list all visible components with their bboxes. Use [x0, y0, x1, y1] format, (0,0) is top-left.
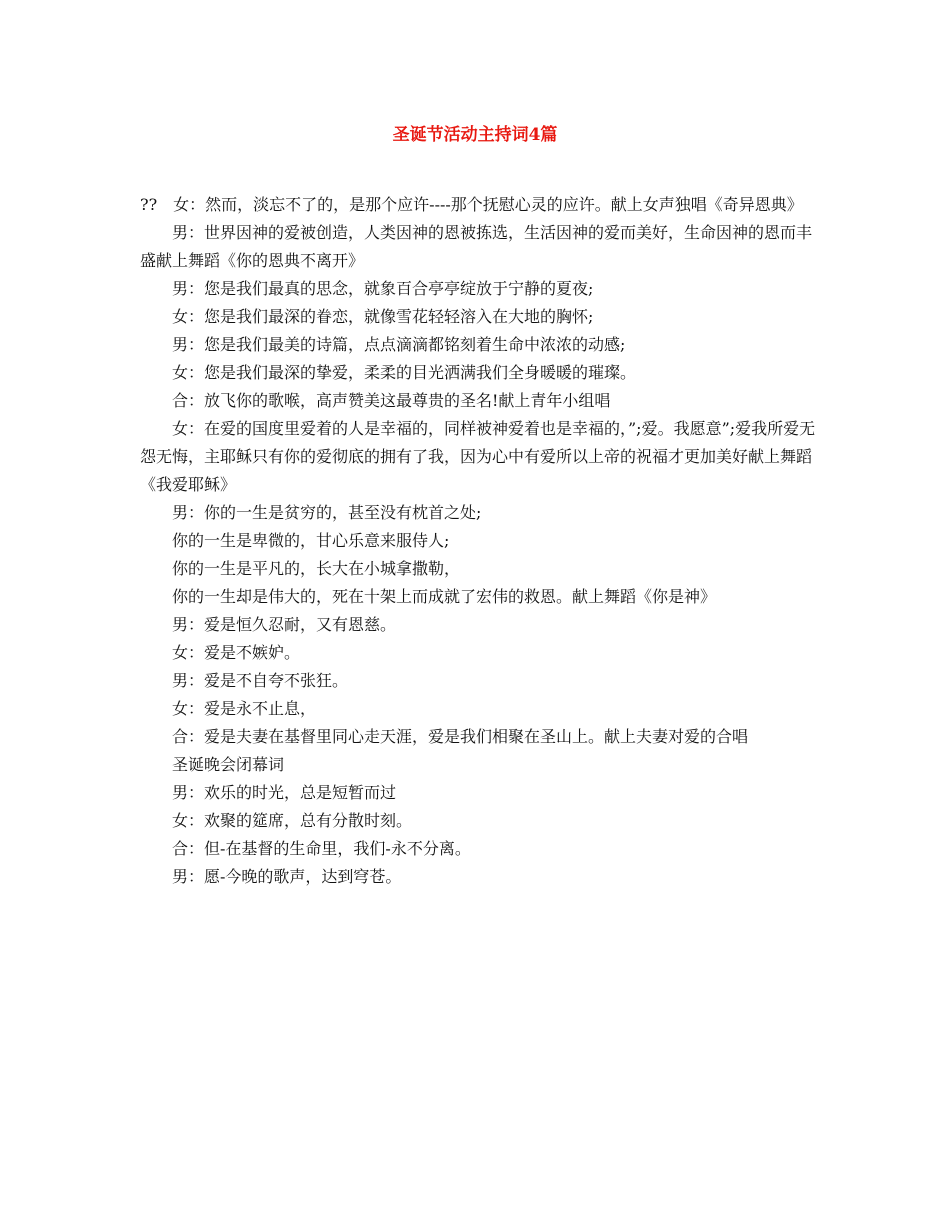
paragraph: 女：在爱的国度里爱着的人是幸福的，同样被神爱着也是幸福的，”;爱。我愿意”;爱我所爱无怨无悔，主耶稣只有你的爱彻底的拥有了我，因为心中有爱所以上帝的祝福才更加美好献上舞蹈《我爱耶稣》	[140, 419, 816, 494]
paragraph: 男：爱是不自夸不张狂。	[172, 671, 349, 690]
document-body	[140, 191, 816, 891]
paragraph: 男：您是我们最真的思念，就象百合亭亭绽放于宁静的夏夜;	[172, 279, 594, 298]
paragraph: 男：爱是恒久忍耐，又有恩慈。	[172, 615, 397, 634]
paragraph: 女：欢聚的筵席，总有分散时刻。	[172, 811, 413, 830]
paragraph: 女：您是我们最深的挚爱，柔柔的目光洒满我们全身暖暖的璀璨。	[172, 363, 637, 382]
paragraph: 你的一生是卑微的，甘心乐意来服侍人;	[172, 531, 450, 550]
paragraph: 合：但-在基督的生命里，我们-永不分离。	[172, 839, 471, 858]
section-heading: 圣诞晚会闭幕词	[172, 755, 285, 774]
paragraph: 你的一生是平凡的，长大在小城拿撒勒，	[172, 559, 461, 578]
paragraph: 女：爱是永不止息，	[172, 699, 317, 718]
paragraph: 男：世界因神的爱被创造，人类因神的恩被拣选，生活因神的爱而美好，生命因神的恩而丰盛献上舞蹈《你的恩典不离开》	[140, 223, 813, 270]
paragraph: 你的一生却是伟大的，死在十架上而成就了宏伟的救恩。献上舞蹈《你是神》	[172, 587, 717, 606]
paragraph: 合：放飞你的歌喉，高声赞美这最尊贵的圣名!献上青年小组唱	[172, 391, 611, 410]
paragraph: 男：您是我们最美的诗篇，点点滴滴都铭刻着生命中浓浓的动感;	[172, 335, 626, 354]
paragraph: 女：您是我们最深的眷恋，就像雪花轻轻溶入在大地的胸怀;	[172, 307, 594, 326]
paragraph: 女：爱是不嫉妒。	[172, 643, 301, 662]
paragraph: ?? 女：然而，淡忘不了的，是那个应许----那个抚慰心灵的应许。献上女声独唱《奇异恩典》	[140, 195, 803, 214]
paragraph: 男：愿-今晚的歌声，达到穹苍。	[172, 867, 402, 886]
paragraph: 合：爱是夫妻在基督里同心走天涯，爱是我们相聚在圣山上。献上夫妻对爱的合唱	[172, 727, 749, 746]
document-title: 圣诞节活动主持词4篇	[392, 125, 558, 145]
paragraph: 男：欢乐的时光，总是短暂而过	[172, 783, 397, 802]
paragraph: 男：你的一生是贫穷的，甚至没有枕首之处;	[172, 503, 482, 522]
